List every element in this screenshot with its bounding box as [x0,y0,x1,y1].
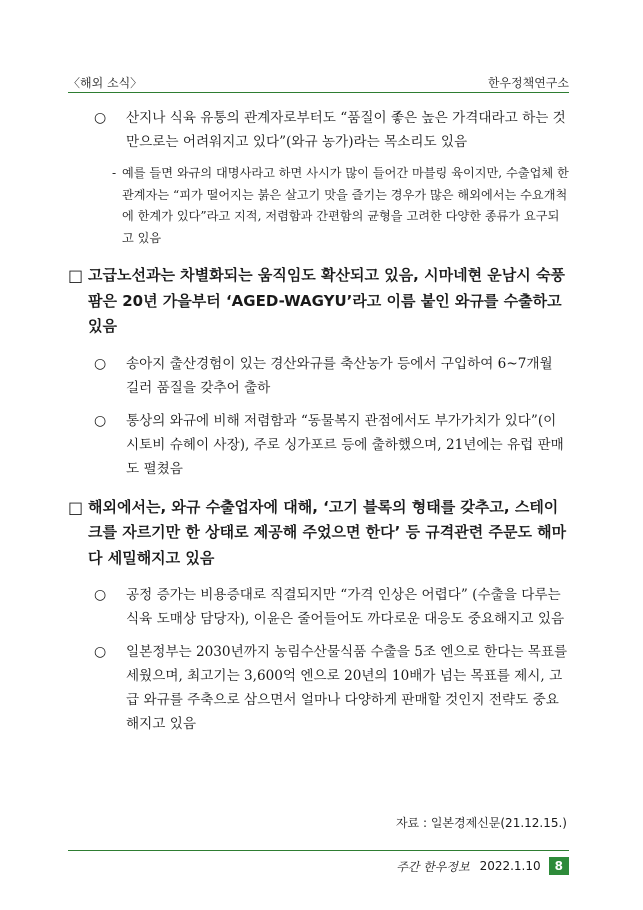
headline-item [68,263,569,340]
sub-bullet-item [68,163,569,249]
square-marker: □ [68,266,84,285]
article-body [68,106,569,745]
footer-divider [68,850,569,851]
headline-item [68,495,569,572]
organization-name: 한우정책연구소 [487,76,569,90]
bullet-item [68,409,569,481]
headline-text: 해외에서는, 와규 수출업자에 대해, ‘고기 블록의 형태를 갖추고, 스테이크를 자르기만 한 상태로 제공해 주었으면 한다’ 등 규격관련 주문도 해마다 세밀해지고 있음 [88,497,567,567]
header-divider [68,92,569,93]
bullet-item [68,352,569,400]
page-number: 8 [549,857,569,875]
page-header [68,72,569,92]
bullet-text: 일본정부는 2030년까지 농림수산물식품 수출을 5조 엔으로 한다는 목표를 세웠으며, 최고기는 3,600억 엔으로 20년의 10배가 넘는 목표를 제시, 고급 와규를 주축으로 삼으면서 얼마나 다양하게 판매할 것인지 전략도 중요해지고 있음 [126,644,568,732]
bullet-marker: ○ [94,355,107,372]
bullet-text: 송아지 출산경험이 있는 경산와규를 축산농가 등에서 구입하여 6~7개월 길러 품질을 갖추어 출하 [126,355,553,396]
bullet-text: 공정 증가는 비용증대로 직결되지만 “가격 인상은 어렵다” (수출을 다루는 식육 도매상 담당자), 이윤은 줄어들어도 까다로운 대응도 중요해지고 있음 [126,587,565,627]
headline-text: 고급노선과는 차별화되는 움직임도 확산되고 있음, 시마네현 운남시 숙풍팜은 20년 가을부터 ‘AGED-WAGYU’라고 이름 붙인 와규를 수출하고 있음 [88,266,565,335]
bullet-text: 통상의 와규에 비해 저렴함과 “동물복지 관점에서도 부가가치가 있다”(이시토비 슈헤이 사장), 주로 싱가포르 등에 출하했으며, 21년에는 유럽 판매도 펼쳤음 [126,412,564,477]
page-footer [396,857,569,875]
bullet-marker: ○ [94,587,107,603]
publication-name: 주간 한우정보 [396,859,470,874]
bullet-marker: ○ [94,644,107,660]
issue-date: 2022.1.10 [479,859,541,873]
bullet-item [68,640,569,736]
bullet-marker: ○ [94,412,107,429]
dash-marker: - [112,166,117,180]
bullet-marker: ○ [94,110,107,126]
source-citation: 자료 : 일본경제신문(21.12.15.) [395,816,567,830]
bullet-item [68,106,569,154]
bullet-text: 산지나 식육 유통의 관계자로부터도 “품질이 좋은 높은 가격대라고 하는 것만으로는 어려워지고 있다”(와규 농가)라는 목소리도 있음 [126,110,566,150]
bullet-item [68,583,569,631]
sub-bullet-text: 예를 들면 와규의 대명사라고 하면 사시가 많이 들어간 마블링 육이지만, 수출업체 한 관계자는 “피가 떨어지는 붉은 살고기 맛을 즐기는 경우가 많은 해외에서는 수요개척에 한계가 있다”라고 지적, 저렴함과 간편함의 균형을 고려한 다양한 종류가 요구되고 있음 [122,166,569,245]
square-marker: □ [68,497,84,517]
section-label: 〈해외 소식〉 [68,76,143,90]
